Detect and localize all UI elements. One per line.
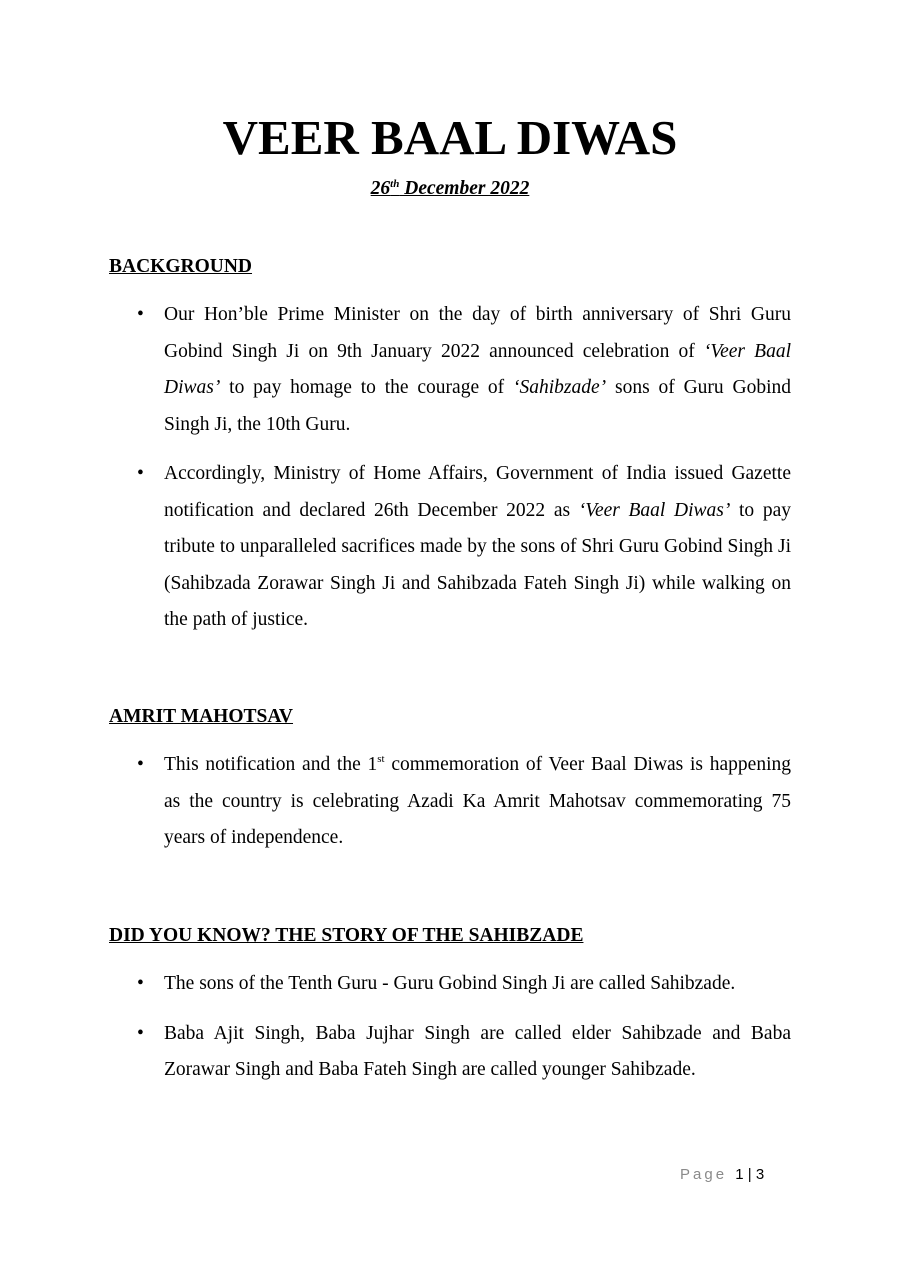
text-run: This notification and the 1: [164, 754, 378, 775]
bullet-item: [0, 747, 791, 857]
date-day: 26: [370, 178, 391, 199]
document-date: [0, 176, 900, 202]
document-title: VEER BAAL DIWAS: [222, 110, 678, 165]
text-run: Accordingly, Ministry of Home Affairs, Government of India issued Gazette notification and declared 26th December 2022 as: [164, 463, 791, 521]
text-run: sons of Guru Gobind Singh Ji, the 10th Guru.: [164, 377, 792, 435]
bullet-text: [164, 456, 791, 639]
bullet-list-amrit-mahotsav: [0, 747, 900, 870]
bullet-list-background: [0, 297, 900, 652]
bullet-item: [0, 1016, 791, 1089]
footer-current-page: 1: [735, 1166, 744, 1183]
text-run: The sons of the Tenth Guru - Guru Gobind Singh Ji are called Sahibzade.: [164, 973, 736, 994]
bullet-list-story: [0, 966, 900, 1102]
emphasized-term: ‘Veer Baal Diwas’: [164, 340, 791, 398]
text-run: to pay tribute to unparalleled sacrifices made by the sons of Shri Guru Gobind Singh Ji (Sahibzada Zorawar Singh Ji and Sahibzada Fateh Singh Ji) while walking on the path of justice.: [164, 499, 792, 630]
ordinal-suffix: st: [377, 753, 385, 765]
bullet-text: [164, 1016, 791, 1089]
bullet-text: [164, 297, 791, 443]
emphasized-term: ‘Sahibzade’: [513, 377, 607, 398]
bullet-item: [0, 456, 791, 639]
date-suffix: th: [390, 178, 400, 190]
footer-page-word: Page: [680, 1166, 728, 1183]
bullet-dot-icon: •: [137, 304, 144, 325]
page-footer: [680, 1164, 764, 1186]
bullet-item: [0, 297, 791, 443]
footer-total-pages: 3: [755, 1166, 765, 1183]
bullet-dot-icon: •: [137, 1022, 144, 1044]
date-rest: December 2022: [399, 178, 530, 199]
bullet-dot-icon: •: [137, 463, 144, 484]
section-heading-background: BACKGROUND: [109, 256, 253, 277]
bullet-text: [164, 747, 791, 857]
text-run: to pay homage to the courage of: [220, 377, 514, 398]
bullet-dot-icon: •: [137, 973, 144, 994]
section-heading-story: DID YOU KNOW? THE STORY OF THE SAHIBZADE: [109, 925, 584, 946]
bullet-item: [0, 966, 791, 1003]
emphasized-term: ‘Veer Baal Diwas’: [578, 499, 731, 521]
section-heading-amrit-mahotsav: AMRIT MAHOTSAV: [109, 706, 294, 727]
bullet-dot-icon: •: [137, 754, 144, 775]
bullet-text: [164, 966, 791, 1003]
text-run: commemoration of Veer Baal Diwas is happening as the country is celebrating Azadi Ka Amrit Mahotsav commemorating 75 years of independence.: [164, 754, 791, 848]
text-run: Our Hon’ble Prime Minister on the day of birth anniversary of Shri Guru Gobind Singh Ji on 9th January 2022 announced celebration of: [164, 304, 791, 362]
text-run: Baba Ajit Singh, Baba Jujhar Singh are called elder Sahibzade and Baba Zorawar Singh and Baba Fateh Singh are called younger Sahibzade.: [164, 1022, 791, 1080]
footer-separator: |: [747, 1166, 752, 1183]
